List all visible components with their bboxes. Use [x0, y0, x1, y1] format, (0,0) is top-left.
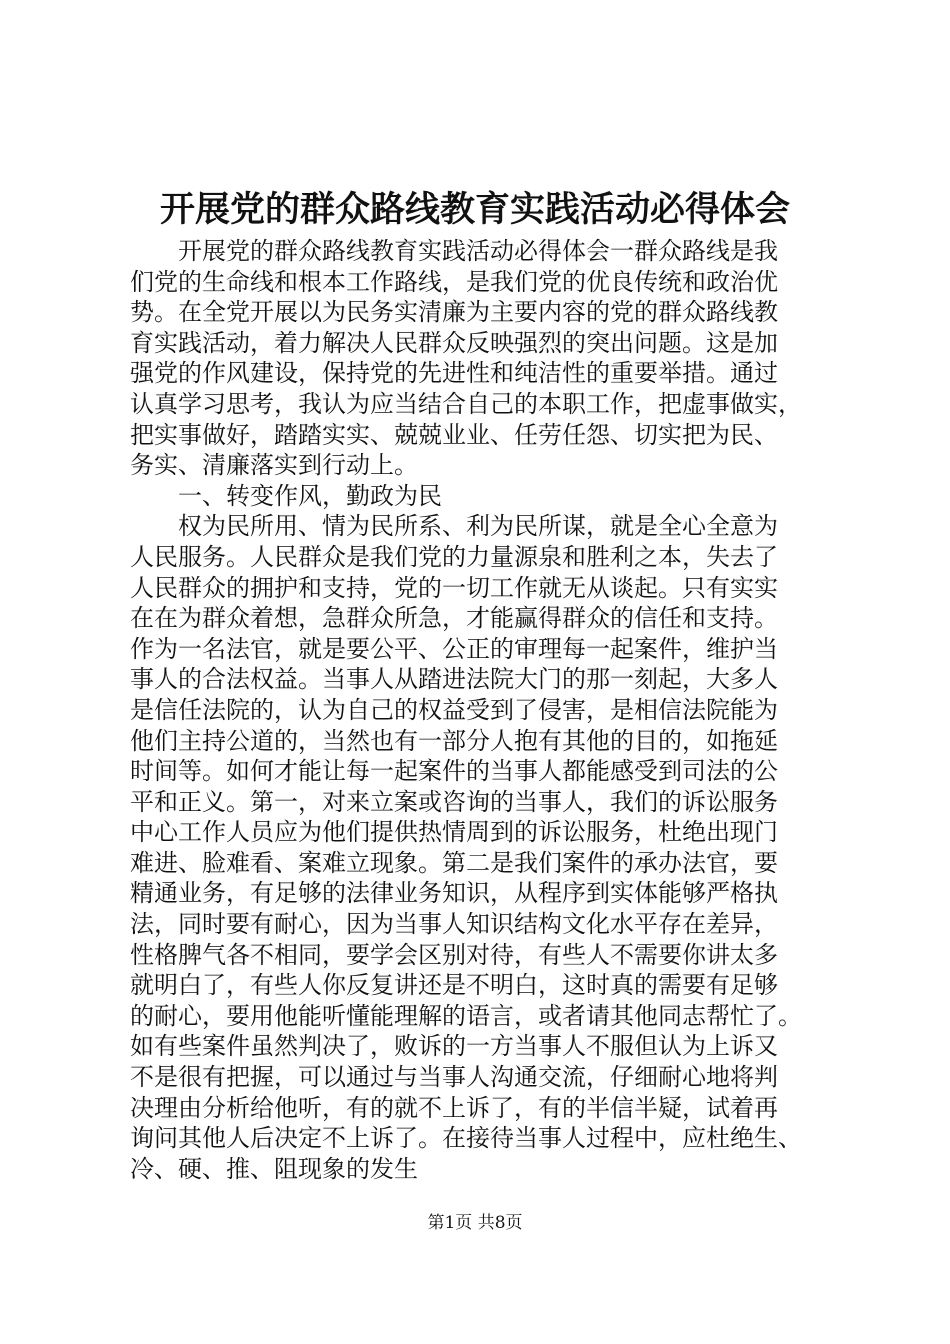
- body-line: 的耐心，要用他能听懂能理解的语言，或者请其他同志帮忙了。: [130, 1001, 802, 1030]
- body-line: 中心工作人员应为他们提供热情周到的诉讼服务，杜绝出现门: [130, 818, 778, 847]
- body-line: 是信任法院的，认为自己的权益受到了侵害，是相信法院能为: [130, 695, 778, 724]
- body-line: 如有些案件虽然判决了，败诉的一方当事人不服但认为上诉又: [130, 1032, 778, 1061]
- document-body: [130, 236, 830, 1184]
- body-line: 冷、硬、推、阻现象的发生: [130, 1154, 418, 1183]
- body-line: 强党的作风建设，保持党的先进性和纯洁性的重要举措。通过: [130, 359, 778, 388]
- body-line: 认真学习思考，我认为应当结合自己的本职工作，把虚事做实，: [130, 389, 802, 418]
- body-line: 开展党的群众路线教育实践活动必得体会一群众路线是我: [130, 237, 778, 265]
- body-line: 难进、脸难看、案难立现象。第二是我们案件的承办法官，要: [130, 848, 778, 877]
- page-number-footer: 第1页 共8页: [427, 1213, 523, 1233]
- body-line: 务实、清廉落实到行动上。: [130, 451, 418, 480]
- body-line: 们党的生命线和根本工作路线，是我们党的优良传统和政治优: [130, 267, 778, 296]
- document-title: 开展党的群众路线教育实践活动必得体会: [159, 189, 790, 230]
- section-heading: 一、转变作风，勤政为民: [130, 481, 442, 510]
- body-line: 权为民所用、情为民所系、利为民所谋，就是全心全意为: [130, 512, 778, 541]
- body-line: 精通业务，有足够的法律业务知识，从程序到实体能够严格执: [130, 879, 778, 908]
- body-line: 在在为群众着想，急群众所急，才能赢得群众的信任和支持。: [130, 604, 778, 633]
- body-line: 不是很有把握，可以通过与当事人沟通交流，仔细耐心地将判: [130, 1063, 778, 1092]
- body-line: 事人的合法权益。当事人从踏进法院大门的那一刻起，大多人: [130, 665, 778, 694]
- body-line: 他们主持公道的，当然也有一部分人抱有其他的目的，如拖延: [130, 726, 778, 755]
- body-line: 性格脾气各不相同，要学会区别对待，有些人不需要你讲太多: [130, 940, 778, 969]
- body-line: 时间等。如何才能让每一起案件的当事人都能感受到司法的公: [130, 757, 778, 786]
- body-line: 人民服务。人民群众是我们党的力量源泉和胜利之本，失去了: [130, 542, 778, 571]
- body-line: 作为一名法官，就是要公平、公正的审理每一起案件，维护当: [130, 634, 778, 663]
- body-line: 把实事做好，踏踏实实、兢兢业业、任劳任怨、切实把为民、: [130, 420, 778, 449]
- body-line: 决理由分析给他听，有的就不上诉了，有的半信半疑，试着再: [130, 1093, 778, 1122]
- body-line: 平和正义。第一，对来立案或咨询的当事人，我们的诉讼服务: [130, 787, 778, 816]
- body-line: 法，同时要有耐心，因为当事人知识结构文化水平存在差异，: [130, 910, 778, 939]
- body-line: 势。在全党开展以为民务实清廉为主要内容的党的群众路线教: [130, 298, 778, 327]
- body-line: 询问其他人后决定不上诉了。在接待当事人过程中，应杜绝生、: [130, 1124, 802, 1153]
- body-line: 育实践活动，着力解决人民群众反映强烈的突出问题。这是加: [130, 328, 778, 357]
- body-line: 人民群众的拥护和支持，党的一切工作就无从谈起。只有实实: [130, 573, 778, 602]
- body-line: 就明白了，有些人你反复讲还是不明白，这时真的需要有足够: [130, 971, 778, 1000]
